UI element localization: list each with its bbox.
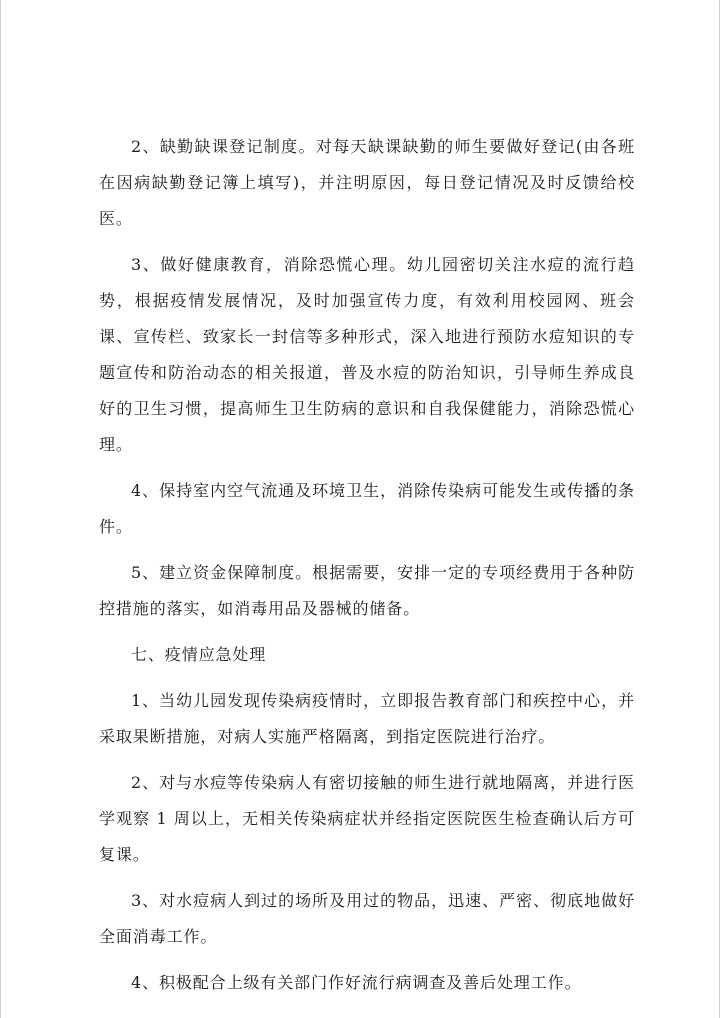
paragraph-isolation: 2、对与水痘等传染病人有密切接触的师生进行就地隔离，并进行医学观察 1 周以上，无相关传染病症状并经指定医院医生检查确认后方可复课。 <box>99 773 635 864</box>
section-heading-emergency: 七、疫情应急处理 <box>131 645 267 664</box>
paragraph-funding: 5、建立资金保障制度。根据需要，安排一定的专项经费用于各种防控措施的落实，如消毒用品及器械的储备。 <box>99 563 635 618</box>
paragraph-absence-registration: 2、缺勤缺课登记制度。对每天缺课缺勤的师生要做好登记(由各班在因病缺勤登记簿上填写)，并注明原因，每日登记情况及时反馈给校医。 <box>99 137 635 228</box>
document-body <box>99 129 635 1011</box>
paragraph-ventilation: 4、保持室内空气流通及环境卫生，消除传染病可能发生或传播的条件。 <box>99 481 635 536</box>
paragraph-report-outbreak: 1、当幼儿园发现传染病疫情时，立即报告教育部门和疾控中心，并采取果断措施，对病人实施严格隔离，到指定医院进行治疗。 <box>99 691 635 746</box>
paragraph-cooperation: 4、积极配合上级有关部门作好流行病调查及善后处理工作。 <box>131 973 582 992</box>
paragraph-disinfection: 3、对水痘病人到过的场所及用过的物品，迅速、严密、彻底地做好全面消毒工作。 <box>99 891 635 946</box>
paragraph-health-education: 3、做好健康教育，消除恐慌心理。幼儿园密切关注水痘的流行趋势，根据疫情发展情况，及时加强宣传力度，有效利用校园网、班会课、宣传栏、致家长一封信等多种形式，深入地进行预防水痘知识的专题宣传和防治动态的相关报道，普及水痘的防治知识，引导师生养成良好的卫生习惯，提高师生卫生防病的意识和自我保健能力，消除恐慌心理。 <box>99 255 635 454</box>
